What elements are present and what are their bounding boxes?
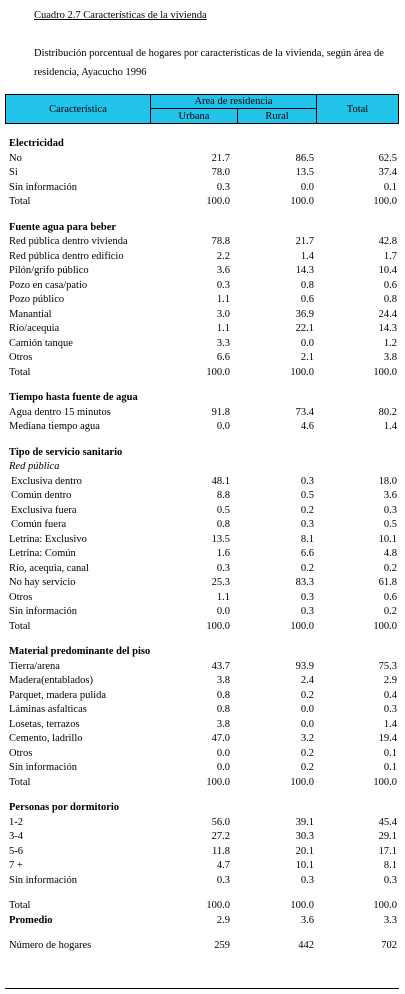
table-row xyxy=(0,831,405,846)
value-urbana: 78.8 xyxy=(211,236,230,247)
row-label: Manantial xyxy=(9,308,52,320)
value-rural: 100.0 xyxy=(290,366,314,378)
value-urbana: 0.8 xyxy=(216,519,230,530)
value-total: 19.4 xyxy=(378,733,397,744)
value-rural: 0.2 xyxy=(300,504,314,516)
table-row xyxy=(0,153,405,168)
value-rural: 0.0 xyxy=(300,718,314,730)
row-label: Fuente agua para beber xyxy=(9,221,117,233)
value-urbana: 100.0 xyxy=(206,620,230,632)
row-label: Madera(entablados) xyxy=(9,675,93,686)
value-rural: 73.4 xyxy=(295,406,314,418)
row-label: 7 + xyxy=(9,860,23,871)
section-heading xyxy=(0,138,405,153)
table-row xyxy=(0,915,405,930)
value-rural: 6.6 xyxy=(300,548,314,559)
row-label: Río/acequia xyxy=(9,323,60,334)
value-rural: 1.4 xyxy=(300,250,314,262)
table-row xyxy=(0,280,405,295)
value-rural: 0.3 xyxy=(300,519,314,530)
row-label: Otros xyxy=(9,591,33,603)
value-urbana: 100.0 xyxy=(206,196,230,207)
table-row xyxy=(0,817,405,832)
value-rural: 0.0 xyxy=(300,181,314,193)
header-total: Total xyxy=(346,103,369,115)
row-label: Electricidad xyxy=(9,138,64,149)
value-urbana: 2.2 xyxy=(216,250,230,262)
row-label: Letrina: Exclusivo xyxy=(9,533,87,545)
row-label: Letrina: Común xyxy=(9,548,76,559)
row-label: Red pública xyxy=(9,461,60,472)
row-label: No hay servicio xyxy=(9,577,76,588)
row-spacer xyxy=(0,791,405,802)
value-rural: 14.3 xyxy=(295,265,314,276)
table-header xyxy=(5,94,399,124)
table-row xyxy=(0,323,405,338)
header-characteristic: Característica xyxy=(6,95,151,123)
value-total: 0.3 xyxy=(383,874,397,886)
value-rural: 22.1 xyxy=(295,323,314,334)
value-total: 0.2 xyxy=(383,562,397,574)
row-label: Losetas, terrazos xyxy=(9,718,80,730)
table-row xyxy=(0,661,405,676)
value-rural: 0.8 xyxy=(300,279,314,291)
value-rural: 0.3 xyxy=(300,475,314,487)
value-total: 3.3 xyxy=(383,914,397,926)
value-urbana: 2.9 xyxy=(216,914,230,926)
value-urbana: 3.3 xyxy=(216,337,230,349)
row-label: Material predominante del piso xyxy=(9,646,151,657)
value-urbana: 1.1 xyxy=(216,591,230,603)
table-row xyxy=(0,182,405,197)
row-label: 5-6 xyxy=(9,845,23,857)
table-row xyxy=(0,519,405,534)
value-urbana: 1.6 xyxy=(216,548,230,559)
table-row xyxy=(0,367,405,382)
row-label: Común dentro xyxy=(11,490,72,501)
value-rural: 100.0 xyxy=(290,900,314,911)
value-total: 1.7 xyxy=(383,250,397,262)
value-total: 17.1 xyxy=(378,845,397,857)
row-label: Si xyxy=(9,167,18,178)
value-rural: 0.0 xyxy=(300,337,314,349)
section-heading xyxy=(0,447,405,462)
value-total: 0.1 xyxy=(383,181,397,193)
table-row xyxy=(0,733,405,748)
table-row xyxy=(0,606,405,621)
row-label: Sin información xyxy=(9,181,77,193)
table-row xyxy=(0,421,405,436)
row-label: Pilón/grifo público xyxy=(9,265,89,276)
row-label: Número de hogares xyxy=(9,940,92,951)
value-total: 3.8 xyxy=(383,352,397,363)
value-total: 24.4 xyxy=(378,308,397,320)
value-total: 0.1 xyxy=(383,747,397,759)
row-label: Mediana tiempo agua xyxy=(9,421,100,432)
row-label: Sin información xyxy=(9,762,77,773)
value-rural: 10.1 xyxy=(295,860,314,871)
value-urbana: 0.0 xyxy=(216,421,230,432)
row-label: Camión tanque xyxy=(9,337,73,349)
value-rural: 0.5 xyxy=(300,490,314,501)
value-total: 10.4 xyxy=(378,265,397,276)
value-urbana: 4.7 xyxy=(216,860,230,871)
value-rural: 0.3 xyxy=(300,606,314,617)
value-urbana: 91.8 xyxy=(211,406,230,418)
table-row xyxy=(0,309,405,324)
value-total: 61.8 xyxy=(378,577,397,588)
row-label: Parquet, madera pulida xyxy=(9,689,107,701)
value-total: 100.0 xyxy=(373,620,397,632)
value-urbana: 0.5 xyxy=(216,504,230,516)
section-heading xyxy=(0,222,405,237)
value-total: 62.5 xyxy=(378,152,397,164)
table-row xyxy=(0,592,405,607)
table-row xyxy=(0,352,405,367)
row-label: Otros xyxy=(9,747,33,759)
value-total: 2.9 xyxy=(383,675,397,686)
header-rural: Rural xyxy=(238,109,317,123)
row-spacer xyxy=(0,635,405,646)
value-total: 75.3 xyxy=(378,660,397,672)
value-urbana: 1.1 xyxy=(216,323,230,334)
value-total: 29.1 xyxy=(378,831,397,842)
value-total: 80.2 xyxy=(378,406,397,418)
table-row xyxy=(0,534,405,549)
value-total: 100.0 xyxy=(373,196,397,207)
value-urbana: 43.7 xyxy=(211,660,230,672)
row-label: Total xyxy=(9,620,31,632)
value-urbana: 0.3 xyxy=(216,562,230,574)
row-label: Río, acequia, canal xyxy=(9,562,89,574)
value-urbana: 259 xyxy=(214,940,230,951)
value-rural: 21.7 xyxy=(295,236,314,247)
table-row xyxy=(0,860,405,875)
value-total: 100.0 xyxy=(373,776,397,788)
row-label: Total xyxy=(9,366,31,378)
table-row xyxy=(0,846,405,861)
value-urbana: 78.0 xyxy=(211,167,230,178)
value-total: 18.0 xyxy=(378,475,397,487)
row-label: Tipo de servicio sanitario xyxy=(9,446,123,458)
value-urbana: 100.0 xyxy=(206,900,230,911)
value-rural: 3.6 xyxy=(300,914,314,926)
value-rural: 20.1 xyxy=(295,845,314,857)
row-spacer xyxy=(0,929,405,940)
value-urbana: 21.7 xyxy=(211,152,230,164)
value-rural: 39.1 xyxy=(295,816,314,828)
value-total: 100.0 xyxy=(373,366,397,378)
row-label: 1-2 xyxy=(9,816,23,828)
table-row xyxy=(0,577,405,592)
value-total: 37.4 xyxy=(378,167,397,178)
row-label: Total xyxy=(9,196,31,207)
value-rural: 30.3 xyxy=(295,831,314,842)
table-row xyxy=(0,196,405,211)
row-label: Total xyxy=(9,900,31,911)
value-urbana: 6.6 xyxy=(216,352,230,363)
table-row xyxy=(0,338,405,353)
table-row xyxy=(0,621,405,636)
table-subtitle: Distribución porcentual de hogares por características de la vivienda, según área de residencia, Ayacucho 1996 xyxy=(34,48,384,78)
value-rural: 0.2 xyxy=(300,747,314,759)
value-total: 0.2 xyxy=(383,606,397,617)
section-heading xyxy=(0,392,405,407)
value-total: 3.6 xyxy=(383,490,397,501)
value-urbana: 0.0 xyxy=(216,762,230,773)
value-rural: 100.0 xyxy=(290,620,314,632)
value-urbana: 8.8 xyxy=(216,490,230,501)
value-rural: 2.1 xyxy=(300,352,314,363)
section-heading xyxy=(0,646,405,661)
value-urbana: 0.3 xyxy=(216,181,230,193)
value-total: 10.1 xyxy=(378,533,397,545)
row-label: Láminas asfalticas xyxy=(9,704,87,715)
row-spacer xyxy=(0,381,405,392)
row-label: Otros xyxy=(9,352,33,363)
value-total: 45.4 xyxy=(378,816,397,828)
table-row xyxy=(0,675,405,690)
row-label: Tiempo hasta fuente de agua xyxy=(9,392,138,403)
value-total: 702 xyxy=(381,940,397,951)
value-urbana: 3.6 xyxy=(216,265,230,276)
value-urbana: 1.1 xyxy=(216,294,230,305)
value-urbana: 13.5 xyxy=(211,533,230,545)
table-row xyxy=(0,251,405,266)
table-bottom-rule xyxy=(5,988,399,989)
table-row xyxy=(0,704,405,719)
table-row xyxy=(0,265,405,280)
value-total: 0.4 xyxy=(383,689,397,701)
table-row xyxy=(0,875,405,890)
value-urbana: 0.3 xyxy=(216,874,230,886)
value-rural: 2.4 xyxy=(300,675,314,686)
value-total: 0.5 xyxy=(383,519,397,530)
value-rural: 0.2 xyxy=(300,689,314,701)
header-urban: Urbana xyxy=(151,109,238,123)
value-urbana: 11.8 xyxy=(212,845,230,857)
value-rural: 4.6 xyxy=(300,421,314,432)
value-urbana: 3.8 xyxy=(216,675,230,686)
value-rural: 3.2 xyxy=(300,733,314,744)
row-spacer xyxy=(0,211,405,222)
row-label: Tierra/arena xyxy=(9,660,60,672)
table-row xyxy=(0,719,405,734)
value-urbana: 25.3 xyxy=(211,577,230,588)
table-row xyxy=(0,690,405,705)
table-row xyxy=(0,762,405,777)
row-label: Red pública dentro edificio xyxy=(9,250,124,262)
value-urbana: 100.0 xyxy=(206,366,230,378)
value-urbana: 0.0 xyxy=(216,606,230,617)
row-label: Red pública dentro vivienda xyxy=(9,236,128,247)
value-rural: 0.3 xyxy=(300,591,314,603)
table-row xyxy=(0,236,405,251)
value-total: 42.8 xyxy=(378,236,397,247)
value-rural: 442 xyxy=(298,940,314,951)
value-urbana: 56.0 xyxy=(211,816,230,828)
value-total: 0.1 xyxy=(383,762,397,773)
value-rural: 0.6 xyxy=(300,294,314,305)
value-total: 0.6 xyxy=(383,591,397,603)
row-label: Sin información xyxy=(9,606,77,617)
header-area: Area de residencia xyxy=(151,95,317,109)
value-rural: 83.3 xyxy=(295,577,314,588)
value-urbana: 3.8 xyxy=(216,718,230,730)
row-label: Agua dentro 15 minutos xyxy=(9,406,111,418)
value-total: 0.3 xyxy=(383,704,397,715)
value-urbana: 0.3 xyxy=(216,279,230,291)
value-rural: 93.9 xyxy=(295,660,314,672)
value-rural: 100.0 xyxy=(290,196,314,207)
value-rural: 0.2 xyxy=(300,762,314,773)
value-urbana: 0.8 xyxy=(216,689,230,701)
value-urbana: 3.0 xyxy=(216,308,230,320)
row-label: 3-4 xyxy=(9,831,23,842)
table-row xyxy=(0,407,405,422)
row-label: Exclusiva fuera xyxy=(11,504,77,516)
value-urbana: 48.1 xyxy=(211,475,230,487)
row-label: Pozo público xyxy=(9,294,65,305)
table-body xyxy=(0,138,405,955)
row-label: Cemento, ladrillo xyxy=(9,733,83,744)
value-total: 8.1 xyxy=(383,860,397,871)
table-row xyxy=(0,900,405,915)
table-row xyxy=(0,940,405,955)
value-rural: 13.5 xyxy=(295,167,314,178)
table-row xyxy=(0,548,405,563)
row-label: No xyxy=(9,152,22,164)
value-rural: 0.0 xyxy=(300,704,314,715)
value-rural: 0.3 xyxy=(300,874,314,886)
table-row xyxy=(0,294,405,309)
value-total: 1.2 xyxy=(383,337,397,349)
table-row xyxy=(0,563,405,578)
value-total: 0.6 xyxy=(383,279,397,291)
row-label: Común fuera xyxy=(11,519,67,530)
value-urbana: 0.0 xyxy=(216,747,230,759)
value-rural: 0.2 xyxy=(300,562,314,574)
value-rural: 100.0 xyxy=(290,776,314,788)
table-row xyxy=(0,777,405,792)
value-urbana: 47.0 xyxy=(211,733,230,744)
table-row xyxy=(0,167,405,182)
value-urbana: 0.8 xyxy=(216,704,230,715)
section-heading xyxy=(0,802,405,817)
value-total: 100.0 xyxy=(373,900,397,911)
value-total: 1.4 xyxy=(383,718,397,730)
value-rural: 86.5 xyxy=(295,152,314,164)
value-urbana: 27.2 xyxy=(211,831,230,842)
value-rural: 36.9 xyxy=(295,308,314,320)
table-row xyxy=(0,490,405,505)
table-row xyxy=(0,748,405,763)
row-label: Total xyxy=(9,776,31,788)
row-spacer xyxy=(0,889,405,900)
value-rural: 8.1 xyxy=(300,533,314,545)
row-label: Promedio xyxy=(9,914,53,926)
value-total: 0.8 xyxy=(383,294,397,305)
value-total: 1.4 xyxy=(383,421,397,432)
row-spacer xyxy=(0,436,405,447)
value-total: 14.3 xyxy=(378,323,397,334)
value-total: 0.3 xyxy=(383,504,397,516)
row-label: Exclusiva dentro xyxy=(11,475,82,487)
subsection-heading xyxy=(0,461,405,476)
row-label: Pozo en casa/patio xyxy=(9,279,88,291)
row-label: Personas por dormitorio xyxy=(9,802,120,813)
table-row xyxy=(0,476,405,491)
row-label: Sin información xyxy=(9,874,77,886)
table-row xyxy=(0,505,405,520)
table-title: Cuadro 2.7 Características de la vivienda xyxy=(34,10,207,21)
value-total: 4.8 xyxy=(383,548,397,559)
value-urbana: 100.0 xyxy=(206,776,230,788)
